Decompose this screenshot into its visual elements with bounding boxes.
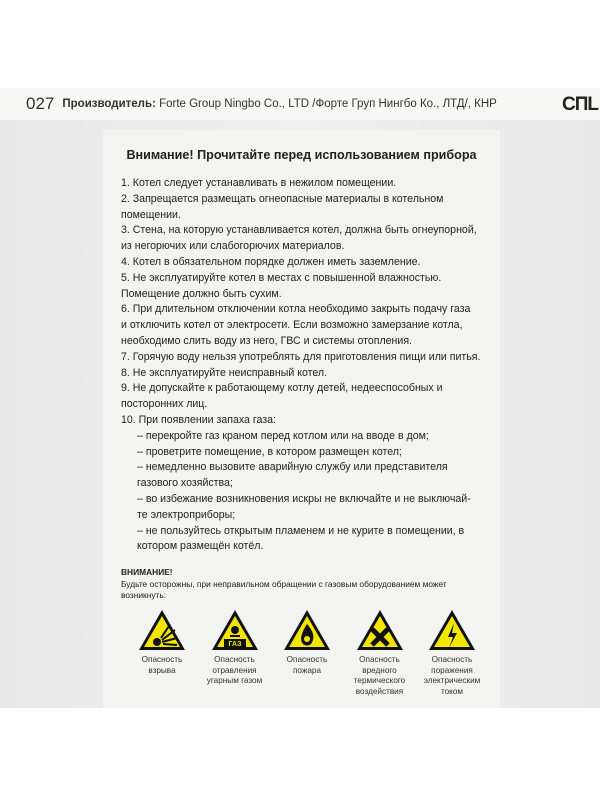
hazard-sign — [127, 608, 197, 697]
warning-text: Будьте осторожны, при неправильном обращении с газовым оборудованием может возникнуть: — [121, 578, 447, 600]
instruction-line: – проветрите помещение, в котором размещен котел; — [137, 445, 402, 458]
hazard-caption: Опасность отравления угарным газом — [206, 655, 263, 685]
instruction-line: котором размещён котёл. — [137, 540, 264, 553]
document-photo — [0, 88, 600, 708]
hazard-caption: Опасность пожара — [286, 655, 328, 675]
instruction-line: 4. Котел в обязательном порядке должен иметь заземление. — [121, 255, 421, 268]
instruction-line: из негорючих или слабогорючих материалов. — [121, 240, 345, 253]
hazard-signs — [127, 608, 487, 697]
sheet-title: Внимание! Прочитайте перед использованием прибора — [126, 148, 477, 162]
hazard-caption: Опасность поражения электрическим током — [423, 655, 481, 696]
hazard-sign — [417, 608, 487, 697]
manufacturer-value: Forte Group Ningbo Co., LTD /Форте Груп Нингбо Ко., ЛТД/, КНР — [159, 98, 497, 110]
instruction-line: и отключить котел от электросети. Если возможно замерзание котла, — [121, 319, 463, 332]
explosion-icon — [137, 608, 187, 652]
instruction-line: – перекройте газ краном перед котлом или на вводе в дом; — [137, 429, 429, 442]
instruction-line: те электроприборы; — [137, 508, 236, 521]
hazard-caption: Опасность взрыва — [141, 655, 183, 675]
instruction-line: посторонних лиц. — [121, 398, 208, 411]
manufacturer-label: Производитель: — [62, 98, 156, 110]
instruction-line: – немедленно вызовите аварийную службу или представителя — [137, 461, 448, 474]
warning-block — [121, 567, 491, 602]
item-number: 027 — [26, 94, 55, 113]
manufacturer-info — [62, 98, 496, 110]
manufacturer-strip — [0, 88, 600, 120]
instruction-line: необходимо слить воду из него, ГВС и системы отопления. — [121, 334, 412, 347]
instruction-line: 2. Запрещается размещать огнеопасные материалы в котельном — [121, 192, 444, 205]
gas-label: ГАЗ — [228, 641, 241, 648]
instruction-line: 1. Котел следует устанавливать в нежилом помещении. — [121, 177, 397, 189]
hazard-sign — [200, 608, 270, 697]
warning-heading: ВНИМАНИЕ! — [121, 567, 173, 577]
instruction-line: Помещение должно быть сухим. — [121, 287, 282, 300]
instruction-line: 5. Не эксплуатируйте котел в местах с повышенной влажностью. — [121, 271, 442, 284]
hazard-sign — [345, 608, 415, 697]
instruction-line: помещении. — [121, 208, 181, 221]
fire-icon — [282, 608, 332, 652]
instruction-line: – во избежание возникновения искры не включайте и не выключай- — [137, 492, 471, 505]
instruction-line: газового хозяйства; — [137, 477, 233, 490]
instruction-line: 3. Стена, на которую устанавливается котел, должна быть огнеупорной, — [121, 224, 477, 237]
gas-skull-icon — [210, 608, 260, 652]
logo: СПL — [562, 94, 598, 115]
hazard-sign — [272, 608, 342, 697]
instruction-line: 10. При появлении запаха газа: — [121, 413, 276, 426]
instruction-list — [121, 176, 480, 555]
instruction-line: 9. Не допускайте к работающему котлу детей, недееспособных и — [121, 382, 443, 395]
lightning-icon — [427, 608, 477, 652]
instruction-line: 6. При длительном отключении котла необходимо закрыть подачу газа — [121, 303, 471, 316]
instruction-line: 8. Не эксплуатируйте неисправный котел. — [121, 366, 328, 379]
instruction-sheet — [103, 130, 500, 708]
instruction-line: 7. Горячую воду нельзя употреблять для приготовления пищи или питья. — [121, 350, 481, 363]
cross-icon — [355, 608, 405, 652]
instruction-line: – не пользуйтесь открытым пламенем и не курите в помещении, в — [137, 524, 465, 537]
hazard-caption: Опасность вредного термического воздействия — [353, 655, 406, 696]
